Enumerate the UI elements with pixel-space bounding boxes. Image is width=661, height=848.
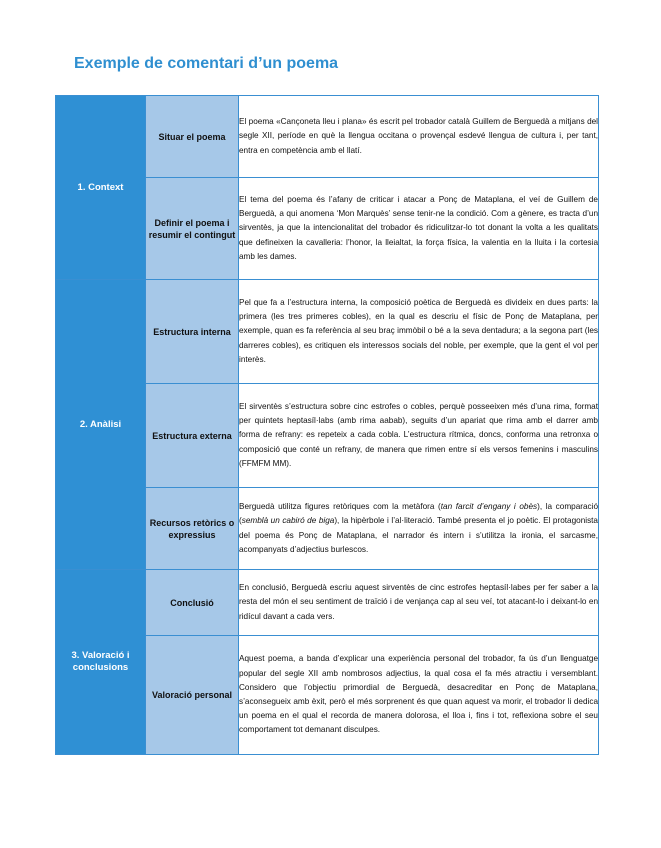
row-text-valoracio: Aquest poema, a banda d’explicar una experiència personal del trobador, fa ús d’un llenguatge popular del segle XII amb nombrosos adjectius, la qual cosa el fa més atractiu i versemblant. Considero que l’objectiu primordial de Berguedà, desacreditar en Ponç de Mataplana, s’aconsegueix amb èxit, però el més sorprenent és que quan aquest va morir, el trobador li dedica un poema en el qual el recorda de manera dolorosa, el lloa i, fins i tot, reflexiona sobre el seu comportament tot demanant disculpes. [239, 636, 599, 755]
row-label-conclusio: Conclusió [146, 570, 239, 636]
table-row [56, 570, 599, 636]
table-row [56, 96, 599, 178]
row-text-recursos [239, 488, 599, 570]
table-row [56, 280, 599, 384]
section-valoracio: 3. Valoració i conclusions [56, 570, 146, 755]
row-label-estructura-interna: Estructura interna [146, 280, 239, 384]
row-text-definir: El tema del poema és l’afany de criticar i atacar a Ponç de Mataplana, el veí de Guillem de Berguedà, a qui anomena ‘Mon Marquès’ sense tenir-ne la condició. Com a gènere, es tracta d’un sirventès, ja que la intencionalitat del trobador és ridiculitzar-lo tot donant la volta a les qualitats que defineixen la cavalleria: l’honor, la lleialtat, la força física, la valentia en la lluita i la cortesia amb les dames. [239, 178, 599, 280]
commentary-table [55, 95, 599, 755]
row-text-estructura-interna: Pel que fa a l’estructura interna, la composició poètica de Berguedà es divideix en dues parts: la primera (les tres primeres cobles), en la qual es descriu el físic de Ponç de Mataplana, per exemple, quan es fa referència al seu braç immòbil o bé a la seva dentadura; a la segona part (les darreres cobles), es critiquen els interessos socials del noble, per exemple, que la gent el vol per interès. [239, 280, 599, 384]
recursos-emphasis-metafora: tan farcit d’engany i obès [440, 502, 538, 512]
section-analisi: 2. Anàlisi [56, 280, 146, 570]
row-text-conclusio: En conclusió, Berguedà escriu aquest sirventès de cinc estrofes heptasíl·labes per fer saber a la resta del món el seu sentiment de traïció i de venjança cap al seu veí, tot atacant-lo i deixant-lo en ridícul davant a cada vers. [239, 570, 599, 636]
recursos-emphasis-comparacio: semblà un cabiró de biga [241, 516, 335, 526]
row-label-valoracio: Valoració personal [146, 636, 239, 755]
row-label-estructura-externa: Estructura externa [146, 384, 239, 488]
recursos-text-b: ), la comparació ( [239, 502, 599, 526]
recursos-text-a: Berguedà utilitza figures retòriques com la metàfora ( [239, 502, 441, 512]
section-context: 1. Context [56, 96, 146, 280]
recursos-text-c: ), la hipèrbole i l’al·literació. També presenta el jo poètic. El protagonista del poema és Ponç de Mataplana, el narrador és intern i s’utilitza la ironia, el sarcasme, acompanyats d’adjectius burlescos. [239, 516, 598, 554]
page-title: Exemple de comentari d’un poema [74, 55, 339, 72]
row-label-definir: Definir el poema i resumir el contingut [146, 178, 239, 280]
row-text-situar: El poema «Cançoneta lleu i plana» és escrit pel trobador català Guillem de Berguedà a mitjans del segle XII, període en què la llengua occitana o provençal esdevé llengua de cultura i, per tant, entra en competència amb el llatí. [239, 96, 599, 178]
row-label-situar: Situar el poema [146, 96, 239, 178]
row-label-recursos: Recursos retòrics o expressius [146, 488, 239, 570]
row-text-estructura-externa: El sirventès s’estructura sobre cinc estrofes o cobles, perquè posseeixen més d’una rima, format per quintets heptasíl·labs (amb rima aabab), seguits d’un apariat que rima amb el darrer amb forma de refrany: es repeteix a cada cobla. L’estructura rítmica, doncs, conforma una retronxa o composició que conté un refrany, de manera que rimen entre sí els versos femenins i masculins (FFMFM MM). [239, 384, 599, 488]
